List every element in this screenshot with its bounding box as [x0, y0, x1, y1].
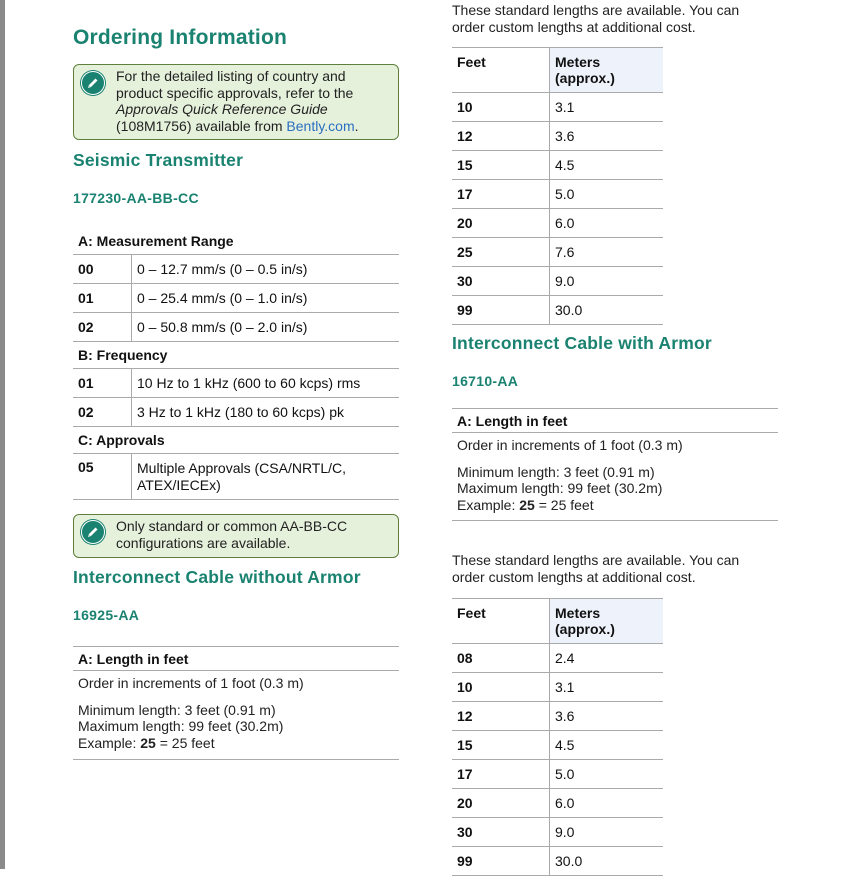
cable-without-armor-part-number: 16925-AA: [73, 607, 140, 623]
feet-cell: 99: [452, 847, 550, 876]
meters-cell: 3.6: [550, 702, 664, 731]
feet-cell: 99: [452, 296, 550, 325]
bently-link[interactable]: Bently.com: [286, 117, 355, 134]
intro-line: order custom lengths at additional cost.: [452, 18, 696, 35]
example-label: Example:: [457, 496, 520, 513]
approvals-note: [73, 64, 399, 140]
note-line: product specific approvals, refer to the: [116, 84, 354, 101]
table-row: [452, 296, 663, 325]
table-row: [452, 818, 663, 847]
meters-cell: 3.6: [550, 122, 664, 151]
lengths-table-2: [452, 598, 663, 876]
col-header-meters-approx: (approx.): [555, 621, 615, 637]
feet-cell: 30: [452, 267, 550, 296]
feet-cell: 17: [452, 760, 550, 789]
option-desc: ATEX/IECEx): [137, 476, 221, 493]
note-line: (108M1756) available from: [116, 117, 287, 134]
pencil-icon: [81, 71, 105, 95]
meters-cell: 30.0: [550, 296, 664, 325]
example-value: 25: [519, 496, 535, 513]
feet-cell: 12: [452, 122, 550, 151]
table-row: [452, 673, 663, 702]
option-code: 01: [73, 284, 132, 313]
configuration-note: [73, 514, 399, 558]
lengths-table-1: [452, 47, 663, 325]
guide-title: Approvals Quick Reference Guide: [116, 101, 328, 117]
option-desc: 0 – 50.8 mm/s (0 – 2.0 in/s): [132, 313, 400, 342]
option-code: 02: [73, 313, 132, 342]
lengths-intro-2: [452, 552, 739, 585]
meters-cell: 9.0: [550, 818, 664, 847]
increment-text: Order in increments of 1 foot (0.3 m): [457, 437, 683, 453]
pencil-icon: [81, 520, 105, 544]
note-line: For the detailed listing of country and: [116, 68, 346, 84]
table-row: [452, 789, 663, 818]
feet-cell: 25: [452, 238, 550, 267]
table-row: [452, 267, 663, 296]
note-line: .: [354, 117, 359, 134]
example-value: 25: [140, 734, 156, 751]
meters-cell: 7.6: [550, 238, 664, 267]
table-row: [452, 702, 663, 731]
option-code: 00: [73, 255, 132, 284]
min-length-text: Minimum length: 3 feet (0.91 m): [78, 701, 276, 718]
viewer-left-edge: [0, 0, 5, 869]
intro-line: These standard lengths are available. You can: [452, 552, 740, 568]
feet-cell: 17: [452, 180, 550, 209]
feet-cell: 15: [452, 731, 550, 760]
intro-line: These standard lengths are available. You can: [452, 2, 740, 18]
section-title: B: Frequency: [73, 342, 399, 369]
option-desc: 3 Hz to 1 kHz (180 to 60 kcps) pk: [132, 398, 400, 427]
cable-without-armor-heading: Interconnect Cable without Armor: [73, 567, 361, 587]
lengths-intro-1: [452, 2, 739, 35]
table-row: [452, 180, 663, 209]
table-row: [452, 644, 663, 673]
meters-cell: 6.0: [550, 209, 664, 238]
feet-cell: 08: [452, 644, 550, 673]
max-length-text: Maximum length: 99 feet (30.2m): [457, 480, 663, 496]
option-row: [73, 398, 399, 427]
meters-cell: 5.0: [550, 760, 664, 789]
feet-cell: 12: [452, 702, 550, 731]
meters-cell: 4.5: [550, 151, 664, 180]
feet-cell: 10: [452, 673, 550, 702]
note-line: configurations are available.: [116, 534, 291, 551]
table-row: [452, 847, 663, 876]
col-header-meters-approx: (approx.): [555, 70, 615, 86]
example-result: = 25 feet: [155, 734, 215, 751]
option-code: 05: [73, 454, 132, 500]
col-header-meters: Meters: [555, 54, 601, 70]
meters-cell: 4.5: [550, 731, 664, 760]
option-desc: 0 – 25.4 mm/s (0 – 1.0 in/s): [132, 284, 400, 313]
option-desc: Multiple Approvals (CSA/NRTL/C,: [137, 460, 347, 476]
option-row: [73, 313, 399, 342]
meters-cell: 3.1: [550, 673, 664, 702]
seismic-transmitter-heading: Seismic Transmitter: [73, 150, 244, 170]
section-title: A: Length in feet: [73, 646, 399, 671]
example-result: = 25 feet: [534, 496, 594, 513]
option-code: 02: [73, 398, 132, 427]
option-row: [73, 284, 399, 313]
col-header-feet: Feet: [452, 599, 550, 644]
cable-with-armor-part-number: 16710-AA: [452, 373, 519, 389]
option-code: 01: [73, 369, 132, 398]
increment-text: Order in increments of 1 foot (0.3 m): [78, 675, 304, 691]
table-row: [452, 238, 663, 267]
meters-cell: 30.0: [550, 847, 664, 876]
min-length-text: Minimum length: 3 feet (0.91 m): [457, 463, 655, 480]
table-row: [452, 93, 663, 122]
section-title: A: Measurement Range: [73, 228, 399, 255]
cable-without-armor-length-block: [73, 646, 399, 760]
option-desc: 10 Hz to 1 kHz (600 to 60 kcps) rms: [132, 369, 400, 398]
feet-cell: 20: [452, 209, 550, 238]
option-row: [73, 255, 399, 284]
option-row: [73, 454, 399, 500]
option-desc: 0 – 12.7 mm/s (0 – 0.5 in/s): [132, 255, 400, 284]
seismic-options-table: [73, 228, 399, 500]
table-row: [452, 760, 663, 789]
note-line: Only standard or common AA-BB-CC: [116, 518, 348, 534]
col-header-meters: Meters: [555, 605, 601, 621]
feet-cell: 20: [452, 789, 550, 818]
meters-cell: 9.0: [550, 267, 664, 296]
meters-cell: 2.4: [550, 644, 664, 673]
option-row: [73, 369, 399, 398]
cable-with-armor-heading: Interconnect Cable with Armor: [452, 333, 712, 353]
intro-line: order custom lengths at additional cost.: [452, 568, 696, 585]
ordering-information-heading: Ordering Information: [73, 26, 287, 49]
cable-with-armor-length-block: [452, 408, 778, 521]
max-length-text: Maximum length: 99 feet (30.2m): [78, 718, 284, 734]
seismic-part-number: 177230-AA-BB-CC: [73, 190, 199, 206]
meters-cell: 6.0: [550, 789, 664, 818]
table-row: [452, 122, 663, 151]
feet-cell: 10: [452, 93, 550, 122]
table-row: [452, 151, 663, 180]
feet-cell: 15: [452, 151, 550, 180]
table-row: [452, 209, 663, 238]
col-header-feet: Feet: [452, 48, 550, 93]
section-title: C: Approvals: [73, 427, 399, 454]
section-title: A: Length in feet: [452, 408, 778, 433]
meters-cell: 5.0: [550, 180, 664, 209]
meters-cell: 3.1: [550, 93, 664, 122]
table-row: [452, 731, 663, 760]
feet-cell: 30: [452, 818, 550, 847]
example-label: Example:: [78, 734, 141, 751]
